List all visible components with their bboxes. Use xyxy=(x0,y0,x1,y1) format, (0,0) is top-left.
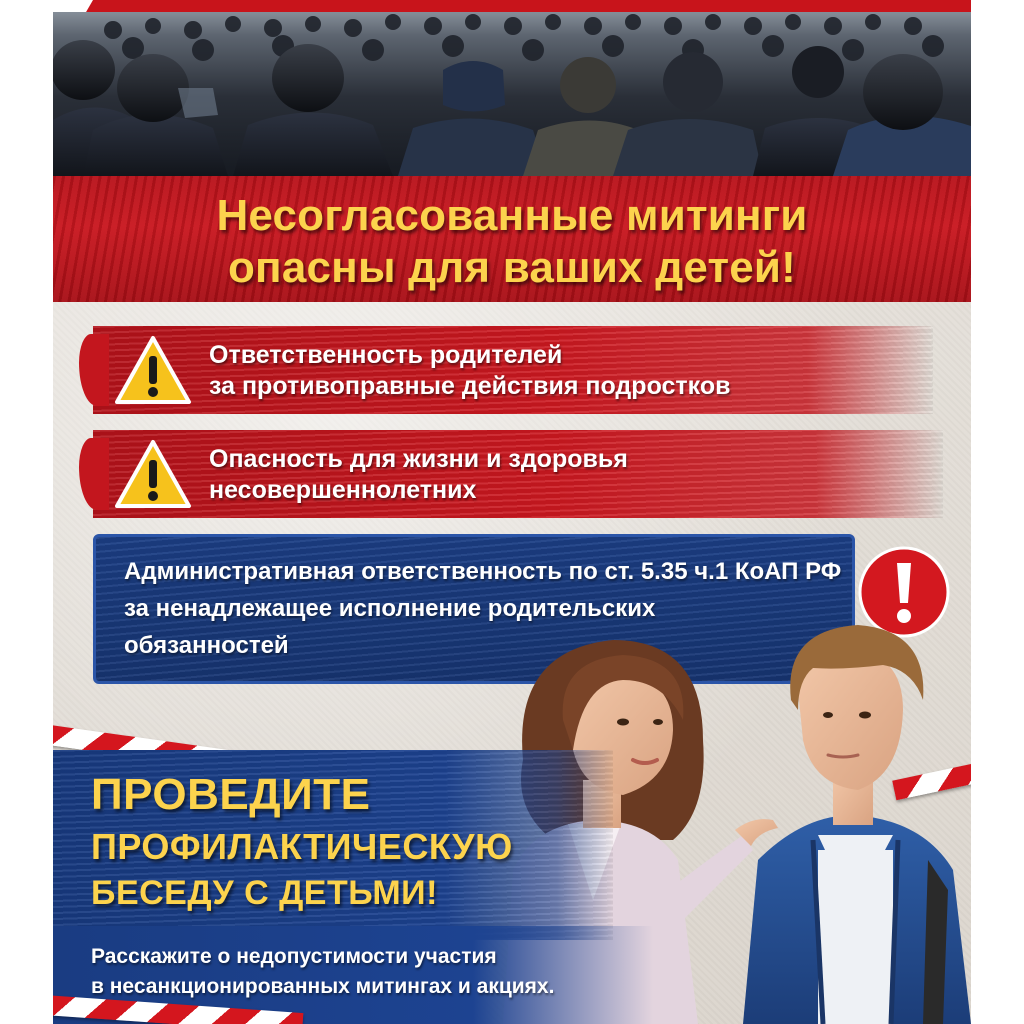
warning-line-1: Опасность для жизни и здоровья xyxy=(209,445,628,473)
cta-line-1: ПРОВЕДИТЕ xyxy=(91,770,371,819)
title-banner xyxy=(53,176,971,302)
cta-line-2: ПРОФИЛАКТИЧЕСКУЮ xyxy=(91,826,513,867)
title-line-1: Несогласованные митинги xyxy=(216,191,808,240)
crowd-illustration xyxy=(53,0,971,176)
warning-parents-responsibility xyxy=(93,326,933,414)
warning-line-1: Ответственность родителей xyxy=(209,341,563,369)
warning-text xyxy=(209,340,730,402)
strip-notch xyxy=(53,0,93,12)
title-line-2: опасны для ваших детей! xyxy=(227,243,797,292)
warning-line-2: за противоправные действия подростков xyxy=(209,372,731,400)
warning-triangle-icon xyxy=(113,334,193,406)
note-line-1: Расскажите о недопустимости участия xyxy=(91,945,497,968)
warning-line-2: несовершеннолетних xyxy=(209,476,477,504)
top-red-strip xyxy=(53,0,971,12)
admin-line-1: Административная ответственность по ст. 5.35 ч.1 КоАП РФ xyxy=(124,558,842,585)
poster xyxy=(53,0,971,1024)
warning-life-danger xyxy=(93,430,943,518)
warning-text xyxy=(209,444,628,506)
admin-line-2: за ненадлежащее исполнение родительских xyxy=(124,595,656,622)
admin-line-3: обязанностей xyxy=(124,632,289,659)
note-line-2: в несанкционированных митингах и акциях. xyxy=(91,975,555,998)
crowd-photo xyxy=(53,0,971,176)
warning-triangle-icon xyxy=(113,438,193,510)
call-to-action-banner xyxy=(53,750,613,940)
cta-line-3: БЕСЕДУ С ДЕТЬМИ! xyxy=(91,874,438,912)
note-text xyxy=(91,942,554,1002)
